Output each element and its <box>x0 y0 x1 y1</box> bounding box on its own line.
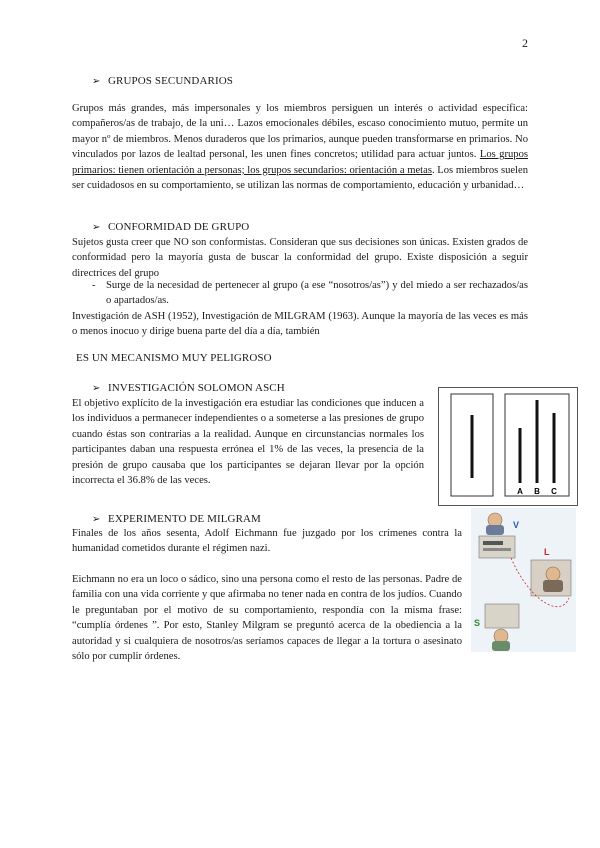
heading-milgram <box>92 513 261 525</box>
arrow-bullet-icon: ➢ <box>92 514 101 525</box>
milgram-experiment-illustration <box>471 508 576 652</box>
paragraph-investigaciones: Investigación de ASH (1952), Investigación de MILGRAM (1963). Aunque la mayoría de las veces es más o menos inocuo y dirige buena parte del día a día, también <box>72 311 528 338</box>
experimenter-body <box>486 525 504 535</box>
asch-lines-svg <box>439 388 577 505</box>
label-l: L <box>544 547 550 557</box>
label-c: C <box>551 487 557 496</box>
heading-grupos-secundarios <box>92 75 233 87</box>
heading-text: INVESTIGACIÓN SOLOMON ASCH <box>108 382 285 394</box>
heading-asch <box>92 382 285 394</box>
bullet-item <box>92 278 528 309</box>
arrow-bullet-icon: ➢ <box>92 222 101 233</box>
paragraph-grupos-secundarios <box>72 101 528 193</box>
page-number: 2 <box>522 36 528 50</box>
subject-head <box>494 629 508 643</box>
paragraph-eichmann-intro: Finales de los años sesenta, Adolf Eichmann fue juzgado por los crímenes contra la humanidad cometidos durante el régimen nazi. <box>72 528 462 555</box>
learner-body <box>543 580 563 592</box>
arrow-bullet-icon: ➢ <box>92 76 101 87</box>
generator-switches <box>483 548 511 551</box>
heading-text: EXPERIMENTO DE MILGRAM <box>108 513 261 525</box>
underlined-sentence: Los grupos primarios: tienen orientación a personas; los grupos secundarios: orientación a metas <box>72 149 528 176</box>
learner-head <box>546 567 560 581</box>
bullet-text: Surge de la necesidad de pertenecer al grupo (a ese “nosotros/as”) y del miedo a ser rechazados/as o apartados/as. <box>106 280 528 307</box>
warning-text: ES UN MECANISMO MUY PELIGROSO <box>76 352 272 364</box>
paragraph-eichmann: Eichmann no era un loco o sádico, sino una persona como el resto de las personas. Padre de familia con una vida corriente y que afirmaba no tener nada en contra de los judíos. Cuando le preguntaban por el motivo de su comportamiento, respondía con la misma frase: “cumplía órdenes ”. Por esto, Stanley Milgram se preguntó acerca de la obediencia a la autoridad y si cualquiera de nosotros/as seríamos capaces de llegar a la tortura o asesinato sólo por cumplir órdenes. <box>72 574 462 663</box>
label-b: B <box>534 487 540 496</box>
paragraph-asch: El objetivo explícito de la investigación era estudiar las condiciones que inducen a los individuos a permanecer independientes o a someterse a las presiones de grupo cuando éstas son contrarias a la realidad. Aunque en circunstancias normales los participantes daban una respuesta errónea el 1% de las veces, la presencia de la presión de grupo causaba que los participantes se dejaran llevar por la opción incorrecta el 36.8% de las veces. <box>72 398 424 487</box>
paragraph-conformidad: Sujetos gusta creer que NO son conformistas. Consideran que sus decisiones son únicas. Existen grados de conformidad pero la mayoría gusta de buscar la conformidad del grupo. Existe disposición a seguir directrices del grupo <box>72 237 528 279</box>
experimenter-head <box>488 513 502 527</box>
label-v: V <box>513 520 520 530</box>
shock-generator <box>479 536 515 558</box>
asch-lines-figure <box>438 387 578 506</box>
milgram-svg <box>471 508 576 652</box>
label-a: A <box>517 487 523 496</box>
paragraph-tail: . Los miembros suelen ser cuidadosos en su comportamiento, se utilizan las normas de comportamiento, educación y urbanidad… <box>72 164 529 192</box>
arrow-bullet-icon: ➢ <box>92 383 101 394</box>
heading-text: GRUPOS SECUNDARIOS <box>108 75 233 87</box>
subject-body <box>492 641 510 651</box>
label-s: S <box>474 618 481 628</box>
heading-text: CONFORMIDAD DE GRUPO <box>108 221 250 233</box>
subject-desk <box>485 604 519 628</box>
paragraph-lead: Grupos más grandes, más impersonales y los miembros persiguen un interés o actividad específica: compañeros/as de trabajo, de la uni… Lazos emocionales débiles, escaso conocimiento mutuo, permite un mayor nº de miembros. Menos duraderos que los primarios, aunque pueden transformarse en primarios. No vinculados por lazos de lealtad personal, les unen fines concretos; utilidad para actuar juntos. <box>72 103 528 161</box>
bullet-dash: - <box>92 280 96 291</box>
generator-panel <box>483 541 503 545</box>
heading-conformidad <box>92 221 249 233</box>
